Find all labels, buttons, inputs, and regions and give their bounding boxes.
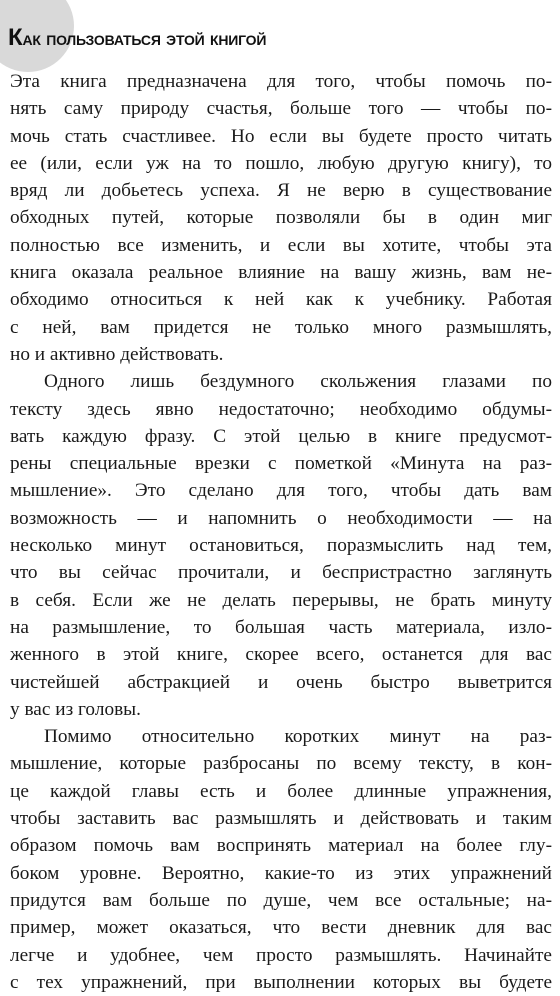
text-line: книга оказала реальное влияние на вашу жизнь, вам не- — [10, 262, 552, 284]
heading-text: ак пользоваться этой книгой — [22, 27, 267, 50]
text-line: Эта книга предназначена для того, чтобы помочь по- — [10, 71, 552, 92]
text-line: мышление, которые разбросаны по всему тексту, в кон- — [10, 753, 552, 775]
text-line: придутся вам больше по душе, чем все остальные; на- — [10, 889, 552, 911]
text-line: тексту здесь явно недостаточно; необходимо обдумы- — [10, 398, 552, 420]
text-line: нять саму природу счастья, больше того — чтобы по- — [10, 98, 552, 120]
text-line: мышление». Это сделано для того, чтобы дать вам — [10, 480, 552, 502]
text-line: вряд ли добьетесь успеха. Я не верю в существование — [10, 180, 552, 202]
text-line: ее (или, если уж на то пошло, любую другую книгу), то — [10, 152, 552, 174]
text-line: с ней, вам придется не только много размышлять, — [10, 316, 552, 338]
text-line: с тех упражнений, при выполнении которых вы будете — [10, 971, 552, 993]
text-line: женного в этой книге, скорее всего, останется для вас — [10, 644, 552, 666]
text-line: це каждой главы есть и более длинные упражнения, — [10, 780, 552, 802]
body-text — [10, 68, 552, 996]
heading-initial: К — [8, 24, 23, 51]
text-line: в себя. Если же не делать перерывы, не брать минуту — [10, 589, 552, 611]
text-line: обходных путей, которые позволяли бы в один миг — [10, 207, 552, 229]
paragraph-2 — [10, 368, 552, 723]
text-line: чистейшей абстракцией и очень быстро выветрится — [10, 671, 552, 693]
paragraph-1 — [10, 68, 552, 368]
text-line: несколько минут остановиться, поразмыслить над тем, — [10, 535, 552, 557]
text-line: возможность — и напомнить о необходимости — на — [10, 507, 552, 529]
text-line: боком уровне. Вероятно, какие-то из этих упражнений — [10, 862, 552, 884]
text-line: рены специальные врезки с пометкой «Минута на раз- — [10, 453, 552, 475]
text-line: легче и удобнее, чем просто размышлять. Начинайте — [10, 944, 552, 966]
text-line: что вы сейчас прочитали, и беспристрастно заглянуть — [10, 562, 552, 584]
text-line: полностью все изменить, и если вы хотите, чтобы эта — [10, 234, 552, 256]
text-line: образом помочь вам воспринять материал на более глу- — [10, 835, 552, 857]
text-line: мочь стать счастливее. Но если вы будете просто читать — [10, 125, 552, 147]
text-line: но и активно действовать. — [10, 343, 224, 365]
text-line: Одного лишь бездумного скольжения глазами по — [44, 371, 552, 393]
text-line: Помимо относительно коротких минут на раз- — [44, 726, 552, 748]
section-heading — [8, 24, 266, 52]
text-line: пример, может оказаться, что вести дневник для вас — [10, 917, 552, 939]
text-line: на размышление, то большая часть материала, изло- — [10, 616, 552, 638]
text-line: обходимо относиться к ней как к учебнику. Работая — [10, 289, 552, 311]
text-line: у вас из головы. — [10, 698, 141, 720]
paragraph-3 — [10, 723, 552, 996]
text-line: вать каждую фразу. С этой целью в книге предусмот- — [10, 425, 552, 447]
text-line: чтобы заставить вас размышлять и действовать и таким — [10, 808, 552, 830]
